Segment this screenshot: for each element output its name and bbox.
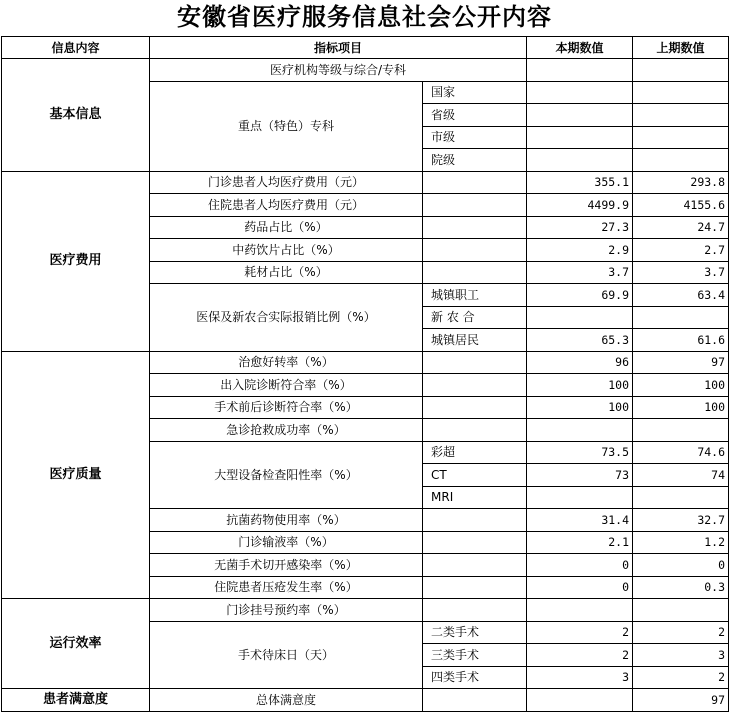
indicator: 中药饮片占比（%） [150,239,423,262]
value-previous: 2 [633,621,729,644]
indicator: 门诊患者人均医疗费用（元） [150,171,423,194]
value-current: 73.5 [527,441,633,464]
value-current [527,689,633,712]
value-current [527,306,633,329]
category-cost: 医疗费用 [2,171,150,351]
value-previous: 4155.6 [633,194,729,217]
value-previous: 61.6 [633,329,729,352]
value-previous: 293.8 [633,171,729,194]
value-previous [633,81,729,104]
header-previous: 上期数值 [633,37,729,59]
sub-item: 三类手术 [423,644,527,667]
sub-item: 市级 [423,126,527,149]
sub-item: 省级 [423,104,527,127]
sub-item: MRI [423,486,527,509]
table-row [2,689,729,712]
value-current: 96 [527,351,633,374]
sub-item: 彩超 [423,441,527,464]
indicator: 手术前后诊断符合率（%） [150,396,423,419]
value-previous: 74.6 [633,441,729,464]
category-efficiency: 运行效率 [2,599,150,689]
value-current: 2.1 [527,531,633,554]
sub-item: 二类手术 [423,621,527,644]
sub-item: 院级 [423,149,527,172]
sub-item: 城镇居民 [423,329,527,352]
value-current: 100 [527,374,633,397]
value-previous: 2.7 [633,239,729,262]
value-previous: 0.3 [633,576,729,599]
value-current [527,59,633,82]
indicator-specialty: 重点（特色）专科 [150,81,423,171]
value-previous [633,149,729,172]
value-previous [633,306,729,329]
category-basic: 基本信息 [2,59,150,172]
value-previous [633,419,729,442]
disclosure-table [1,36,729,712]
value-current: 3.7 [527,261,633,284]
value-previous: 3 [633,644,729,667]
indicator: 门诊挂号预约率（%） [150,599,423,622]
indicator: 药品占比（%） [150,216,423,239]
header-category: 信息内容 [2,37,150,59]
value-current: 100 [527,396,633,419]
value-previous: 2 [633,666,729,689]
table-row [2,171,729,194]
value-current [527,126,633,149]
value-current: 2 [527,644,633,667]
sub-item: 城镇职工 [423,284,527,307]
value-previous: 1.2 [633,531,729,554]
header-current: 本期数值 [527,37,633,59]
indicator: 无菌手术切开感染率（%） [150,554,423,577]
value-current: 3 [527,666,633,689]
sub-item: 四类手术 [423,666,527,689]
value-current: 27.3 [527,216,633,239]
value-current: 4499.9 [527,194,633,217]
table-row [2,599,729,622]
indicator: 门诊输液率（%） [150,531,423,554]
indicator-bed-wait: 手术待床日（天） [150,621,423,689]
header-row [2,37,729,59]
value-previous: 74 [633,464,729,487]
value-current [527,81,633,104]
indicator: 总体满意度 [150,689,423,712]
value-previous [633,486,729,509]
value-previous [633,599,729,622]
value-current [527,486,633,509]
value-previous: 97 [633,689,729,712]
value-previous: 32.7 [633,509,729,532]
value-previous: 24.7 [633,216,729,239]
value-current: 2 [527,621,633,644]
indicator: 抗菌药物使用率（%） [150,509,423,532]
value-current [527,599,633,622]
value-current: 31.4 [527,509,633,532]
value-current: 69.9 [527,284,633,307]
value-current [527,104,633,127]
value-current: 2.9 [527,239,633,262]
value-previous: 63.4 [633,284,729,307]
category-quality: 医疗质量 [2,351,150,599]
indicator: 住院患者人均医疗费用（元） [150,194,423,217]
table-row [2,351,729,374]
indicator: 治愈好转率（%） [150,351,423,374]
value-previous: 3.7 [633,261,729,284]
value-current [527,149,633,172]
value-current: 73 [527,464,633,487]
indicator: 急诊抢救成功率（%） [150,419,423,442]
value-current: 355.1 [527,171,633,194]
value-current [527,419,633,442]
indicator: 住院患者压疮发生率（%） [150,576,423,599]
value-previous: 97 [633,351,729,374]
header-indicator: 指标项目 [150,37,527,59]
indicator: 耗材占比（%） [150,261,423,284]
value-previous: 0 [633,554,729,577]
page-title: 安徽省医疗服务信息社会公开内容 [177,2,552,31]
value-previous: 100 [633,396,729,419]
indicator-insurance: 医保及新农合实际报销比例（%） [150,284,423,352]
indicator: 出入院诊断符合率（%） [150,374,423,397]
value-previous [633,59,729,82]
category-satisfaction: 患者满意度 [2,689,150,712]
value-previous: 100 [633,374,729,397]
sub-item: 国家 [423,81,527,104]
value-previous [633,104,729,127]
sub-item: 新 农 合 [423,306,527,329]
value-current: 65.3 [527,329,633,352]
indicator-level: 医疗机构等级与综合/专科 [150,59,527,82]
indicator-equipment: 大型设备检查阳性率（%） [150,441,423,509]
value-current: 0 [527,576,633,599]
value-current: 0 [527,554,633,577]
sub-item: CT [423,464,527,487]
value-previous [633,126,729,149]
table-row [2,59,729,82]
